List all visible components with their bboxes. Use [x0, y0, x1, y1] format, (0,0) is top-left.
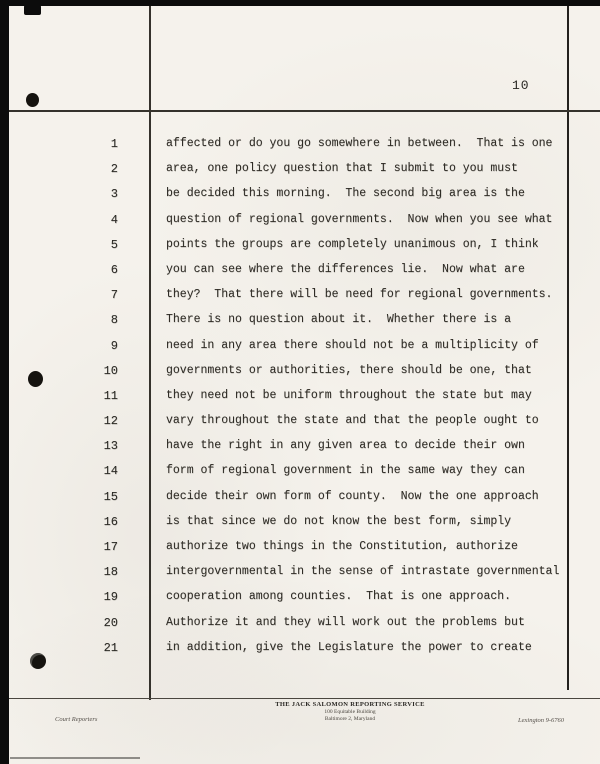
footer-court-reporters: Court Reporters [55, 716, 98, 723]
scan-edge-blob [24, 5, 41, 15]
transcript-line [0, 186, 600, 211]
line-text: affected or do you go somewhere in between. That is one [166, 137, 553, 150]
line-text: in addition, give the Legislature the power to create [166, 640, 532, 654]
footer-reporting-service [240, 701, 460, 722]
line-text: form of regional government in the same way they can [166, 464, 525, 478]
page-number: 10 [512, 78, 530, 93]
transcript-line [0, 463, 600, 488]
line-text: need in any area there should not be a multiplicity of [166, 338, 539, 352]
line-number: 21 [103, 640, 118, 655]
line-number: 10 [103, 363, 118, 378]
line-number: 3 [110, 187, 118, 202]
transcript-lines [0, 136, 600, 665]
footer-rule [9, 698, 600, 699]
transcript-line [0, 438, 600, 463]
reporting-service-address-1: 100 Equitable Building [324, 709, 376, 715]
line-number: 11 [103, 388, 118, 403]
footer-phone: Lexington 9-6760 [518, 717, 565, 724]
line-text: There is no question about it. Whether there is a [166, 313, 512, 327]
transcript-line [0, 136, 600, 161]
line-text: intergovernmental in the sense of intrastate governmental [166, 565, 560, 579]
line-number: 16 [103, 514, 118, 529]
line-number: 9 [110, 338, 118, 353]
transcript-line [0, 615, 600, 640]
line-number: 7 [110, 288, 118, 303]
transcript-line [0, 539, 600, 564]
transcript-line [0, 514, 600, 539]
line-text: they need not be uniform throughout the state but may [166, 388, 532, 402]
line-number: 6 [110, 262, 118, 277]
line-number: 17 [103, 540, 118, 554]
transcript-line [0, 237, 600, 262]
line-text: they? That there will be need for regional governments. [166, 288, 553, 302]
line-text: Authorize it and they will work out the problems but [166, 615, 525, 629]
line-text: decide their own form of county. Now the one approach [166, 489, 539, 503]
scan-edge-top [0, 0, 600, 6]
line-number: 8 [110, 313, 118, 328]
line-number: 1 [110, 137, 118, 151]
line-number: 4 [110, 212, 118, 227]
transcript-line [0, 564, 600, 589]
line-text: you can see where the differences lie. Now what are [166, 262, 525, 276]
line-number: 13 [103, 439, 118, 454]
reporting-service-address-2: Baltimore 2, Maryland [324, 715, 376, 722]
header-rule [9, 110, 600, 112]
line-text: question of regional governments. Now when you see what [166, 212, 553, 226]
transcript-line [0, 262, 600, 287]
transcript-line [0, 338, 600, 363]
line-number: 2 [110, 162, 118, 177]
transcript-line [0, 589, 600, 614]
transcript-line [0, 312, 600, 337]
scan-edge-bottom-mark [10, 757, 140, 759]
line-text: area, one policy question that I submit to you must [166, 162, 518, 176]
transcript-line [0, 489, 600, 514]
transcript-line [0, 212, 600, 237]
line-number: 14 [103, 464, 118, 479]
line-number: 5 [110, 237, 118, 252]
transcript-line [0, 363, 600, 388]
line-text: points the groups are completely unanimous on, I think [166, 237, 539, 251]
line-number: 12 [103, 414, 118, 429]
line-number: 20 [103, 615, 118, 630]
hole-punch-mark [26, 93, 39, 107]
line-text: vary throughout the state and that the people ought to [166, 414, 539, 428]
line-text: have the right in any given area to decide their own [166, 439, 525, 453]
line-number: 18 [103, 565, 118, 580]
line-text: governments or authorities, there should be one, that [166, 363, 532, 377]
transcript-line [0, 640, 600, 665]
line-text: authorize two things in the Constitution, authorize [166, 540, 518, 553]
line-text: be decided this morning. The second big area is the [166, 187, 525, 201]
transcript-line [0, 413, 600, 438]
line-number: 15 [103, 489, 118, 504]
line-text: is that since we do not know the best form, simply [166, 514, 512, 528]
transcript-line [0, 287, 600, 312]
reporting-service-name: THE JACK SALOMON REPORTING SERVICE [275, 701, 425, 708]
line-text: cooperation among counties. That is one approach. [166, 590, 512, 604]
transcript-line [0, 388, 600, 413]
line-number: 19 [103, 590, 118, 605]
transcript-line [0, 161, 600, 186]
